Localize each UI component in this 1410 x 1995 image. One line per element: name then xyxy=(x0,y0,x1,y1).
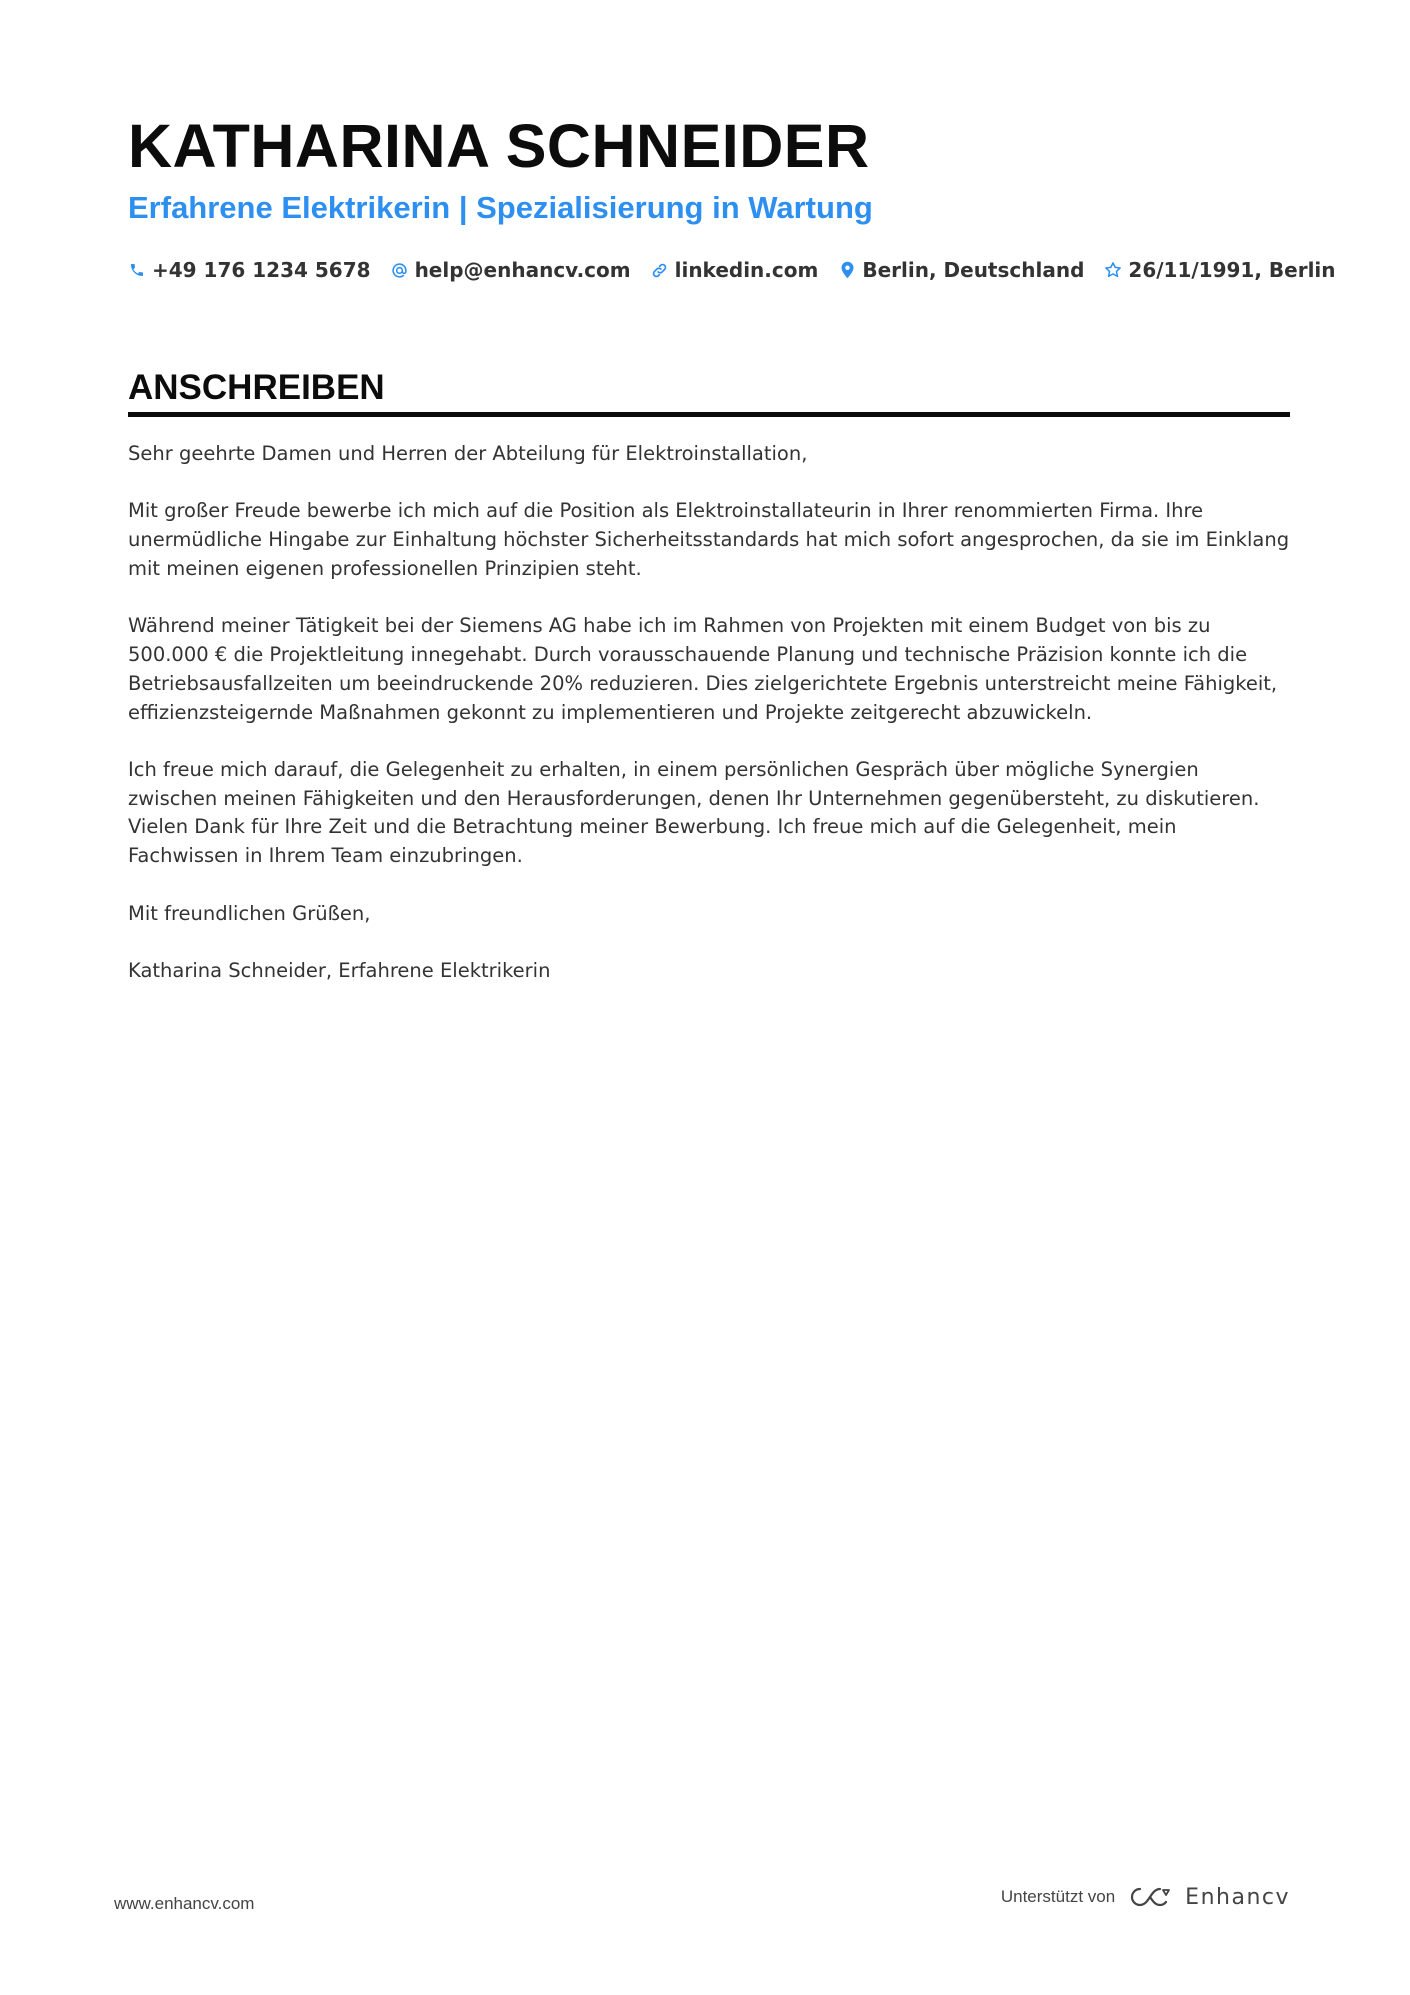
star-icon xyxy=(1104,260,1122,280)
location-pin-icon xyxy=(838,260,856,280)
phone-number: +49 176 1234 5678 xyxy=(152,258,371,282)
contact-phone[interactable] xyxy=(128,258,371,282)
linkedin-link: linkedin.com xyxy=(674,258,819,282)
enhancv-logo-icon xyxy=(1127,1884,1173,1910)
phone-icon xyxy=(128,260,146,280)
letter-closing: Mit freundlichen Grüßen, xyxy=(128,901,371,925)
letter-salutation: Sehr geehrte Damen und Herren der Abteilung für Elektroinstallation, xyxy=(128,442,808,465)
contact-birth xyxy=(1104,258,1335,282)
powered-by-label: Unterstützt von xyxy=(1000,1887,1116,1906)
at-icon xyxy=(391,260,409,280)
brand-name: Enhancv xyxy=(1185,1884,1290,1910)
letter-paragraph: Ich freue mich darauf, die Gelegenheit zu erhalten, in einem persönlichen Gespräch über mögliche Synergien zwischen meinen Fähigkeiten und den Herausforderungen, denen Ihr Unternehmen gegenübersteht, zu diskutieren. Vielen Dank für Ihre Zeit und die Betrachtung meiner Bewerbung. Ich freue mich auf die Gelegenheit, mein Fachwissen in Ihrem Team einzubringen. xyxy=(128,757,1260,868)
contact-linkedin[interactable] xyxy=(651,258,819,282)
applicant-title: Erfahrene Elektrikerin | Spezialisierung in Wartung xyxy=(128,190,873,225)
letter-paragraph: Mit großer Freude bewerbe ich mich auf die Position als Elektroinstallateurin in Ihrer renommierten Firma. Ihre unermüdliche Hingabe zur Einhaltung höchster Sicherheitsstandards hat mich sofort angesprochen, da sie im Einklang mit meinen eigenen professionellen Prinzipien steht. xyxy=(128,499,1290,580)
header xyxy=(128,108,1336,282)
section-heading: ANSCHREIBEN xyxy=(128,366,1290,417)
letter-paragraph: Während meiner Tätigkeit bei der Siemens AG habe ich im Rahmen von Projekten mit einem Budget von bis zu 500.000 € die Projektleitung innegehabt. Durch vorausschauende Planung und technische Präzision konnte ich die Betriebsausfallzeiten um beeindruckende 20% reduzieren. Dies zielgerichtete Ergebnis unterstreicht meine Fähigkeit, effizienzsteigernde Maßnahmen gekonnt zu implementieren und Projekte zeitgerecht abzuwickeln. xyxy=(128,614,1278,724)
birth-date: 26/11/1991, Berlin xyxy=(1128,258,1336,282)
letter-body xyxy=(128,440,1293,1014)
letter-signature: Katharina Schneider, Erfahrene Elektrikerin xyxy=(128,958,551,982)
link-icon xyxy=(651,260,669,280)
contact-location xyxy=(838,258,1084,282)
location-text: Berlin, Deutschland xyxy=(862,258,1085,282)
applicant-name: KATHARINA SCHNEIDER xyxy=(128,112,870,180)
contact-bar xyxy=(128,258,1336,282)
contact-email[interactable] xyxy=(391,258,631,282)
email-address: help@enhancv.com xyxy=(414,258,631,282)
footer-branding xyxy=(1001,1884,1290,1910)
footer-website[interactable]: www.enhancv.com xyxy=(114,1894,255,1913)
